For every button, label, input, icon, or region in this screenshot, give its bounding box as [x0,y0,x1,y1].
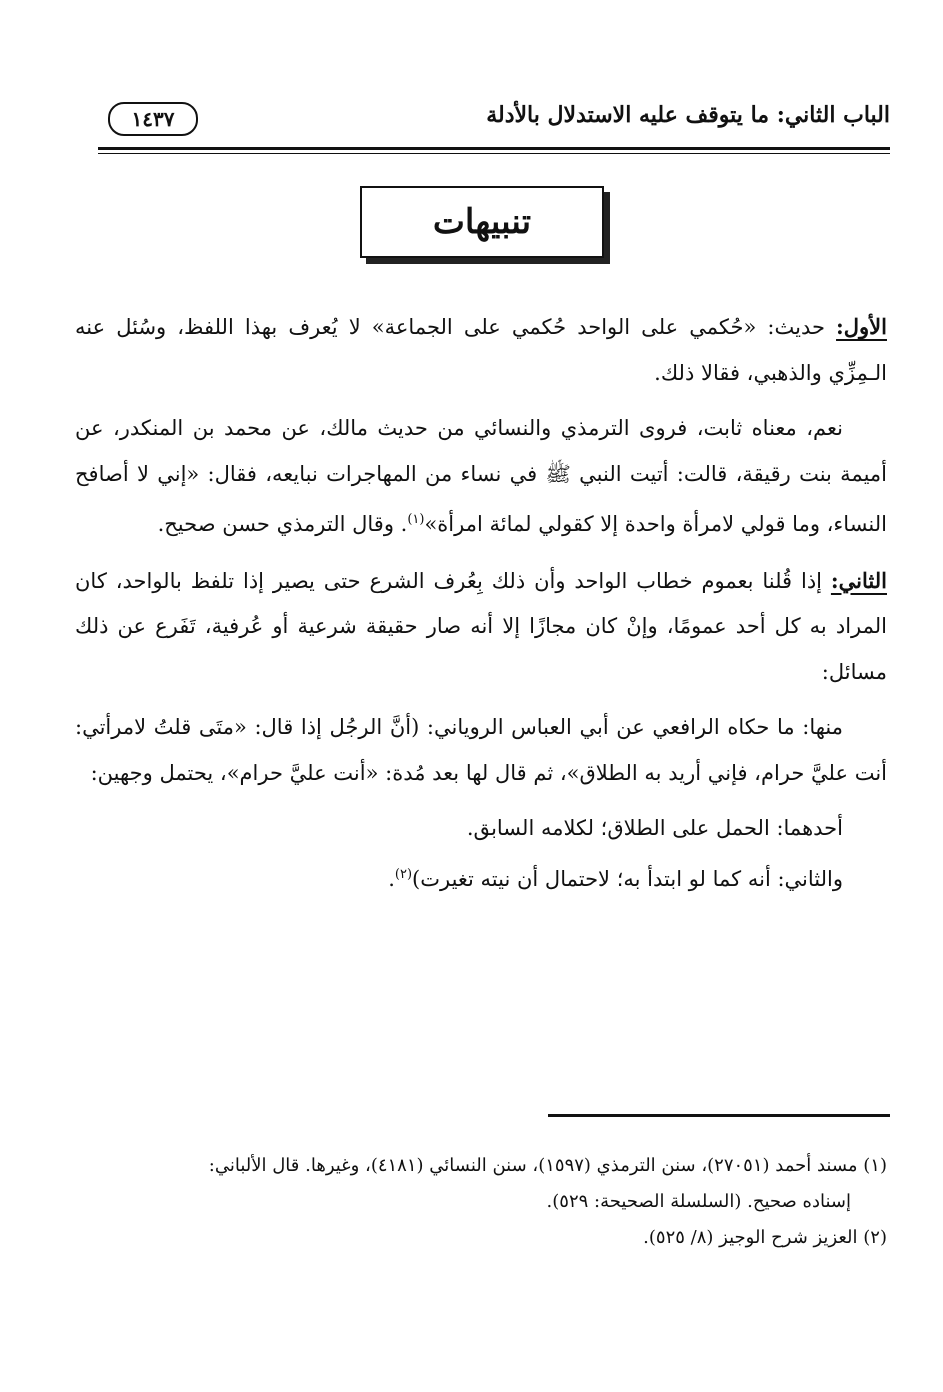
footnote-1-continuation: إسناده صحيح. (السلسلة الصحيحة: ٥٢٩). [546,1191,851,1212]
page-number: ١٤٣٧ [108,102,198,136]
paragraph-text: منها: ما حكاه الرافعي عن أبي العباس الروياني: (أنَّ الرجُل إذا قال: «متَى قلتُ لامرأتي: أنت عليَّ حرام، فإني أريد به الطلاق»، ثم قال لها بعد مُدة: «أنت عليَّ حرام»، يحتمل وجهين: [75,715,887,785]
footnote-ref-2[interactable]: (٢) [394,866,413,882]
paragraph-hadith [75,406,887,548]
paragraph-lead: الثاني: [830,567,887,593]
paragraph-lead: الأول: [836,314,887,339]
paragraph-text: حديث: «حُكمي على الواحد حُكمي على الجماعة» لا يُعرف بهذا اللفظ، وسُئل عنه الـمِزِّي والذهبي، فقالا ذلك. [75,315,887,385]
paragraph-text: إذا قُلنا بعموم خطاب الواحد وأن ذلك بِعُرف الشرع حتى يصير إذا تلفظ بالواحد، كان المراد به كل أحد عمومًا، وإنْ كان مجازًا إلا أنه صار حقيقة شرعية أو عُرفية، تَفَرع عن ذلك مسائل: [75,568,887,684]
paragraph-tail: . وقال الترمذي حسن صحيح. [157,512,408,536]
paragraph-text: والثاني: أنه كما لو ابتدأ به؛ لاحتمال أن نيته تغيرت) [412,866,843,891]
footnotes [75,1148,887,1256]
footnote-ref-1[interactable]: (١) [407,512,425,527]
paragraph-option-one [75,806,887,852]
header-rule-thick [98,147,890,150]
section-title-box [360,186,604,258]
body-text [75,304,887,902]
running-title: الباب الثاني: ما يتوقف عليه الاستدلال بالأدلة [486,102,890,128]
paragraph-second [75,558,887,696]
paragraph-option-two [75,852,887,903]
section-title: تنبيهات [432,202,532,242]
header-rule-thin [98,153,890,154]
paragraph-text: نعم، معناه ثابت، فروى الترمذي والنسائي من حديث مالك، عن محمد بن المنكدر، عن أميمة بنت رقيقة، قالت: أتيت النبي ﷺ في نساء من المهاجرات نبايعه، فقال: «إني لا أصافح النساء، وما قولي لامرأة واحدة إلا كقولي لمائة امرأة» [75,416,887,536]
paragraph-first [75,304,887,396]
footnote-2: (٢) العزيز شرح الوجيز (٨/ ٥٢٥). [643,1227,887,1248]
footnote-separator [548,1114,890,1117]
paragraph-tail: . [388,866,395,891]
paragraph-text: أحدهما: الحمل على الطلاق؛ لكلامه السابق. [466,816,843,840]
footnote-1: (١) مسند أحمد (٢٧٠٥١)، سنن الترمذي (١٥٩٧)، سنن النسائي (٤١٨١)، وغيرها. قال الألباني: [208,1155,887,1176]
page-header [98,98,890,142]
paragraph-example [75,705,887,796]
